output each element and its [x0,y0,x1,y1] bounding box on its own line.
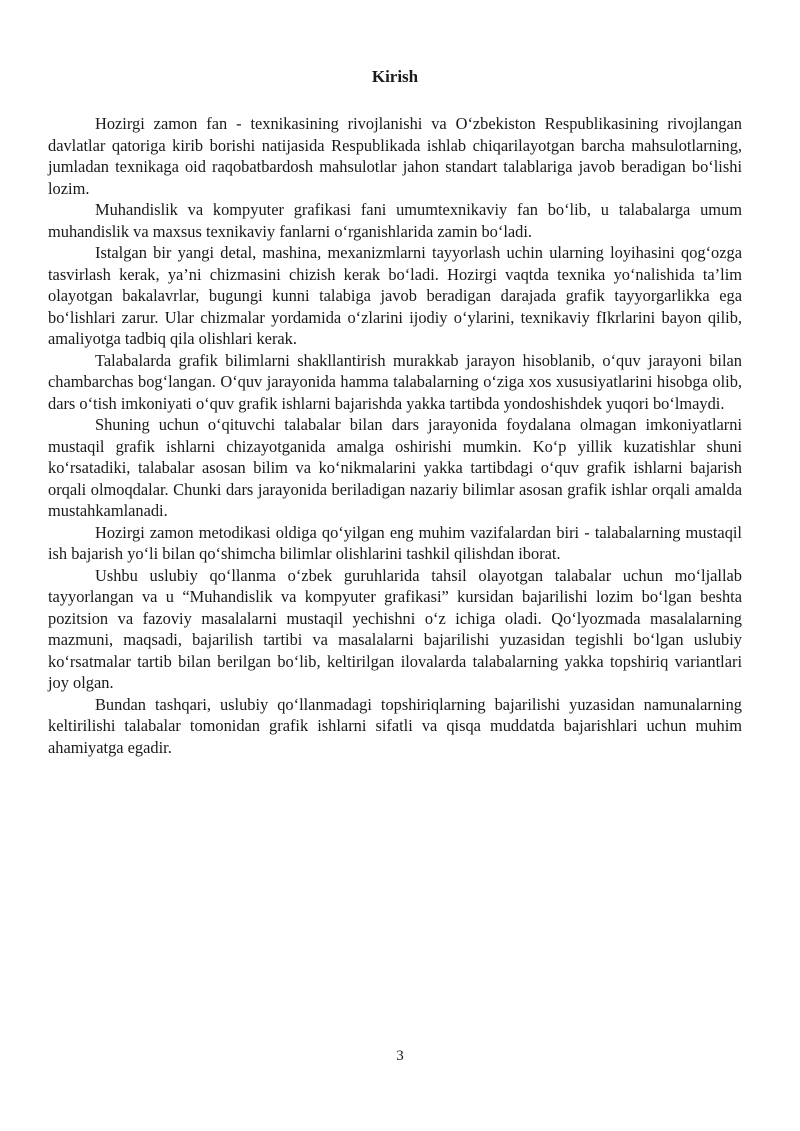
paragraph-7: Ushbu uslubiy qo‘llanma o‘zbek guruhlarida tahsil olayotgan talabalar uchun mo‘ljallab tayyorlangan va u “Muhandislik va kompyuter grafikasi” kursidan bajarilishi lozim bo‘lgan beshta pozitsion va fazoviy masalalarni mustaqil yechishni o‘z ichiga oladi. Qo‘lyozmada masalalarning mazmuni, maqsadi, bajarilish tartibi va masalalarni bajarilishi yuzasidan tegishli bo‘lgan uslubiy ko‘rsatmalar tartib bilan berilgan bo‘lib, keltirilgan ilovalarda talabalarning yakka topshiriq variantlari joy olgan. [48,565,742,692]
paragraph-6: Hozirgi zamon metodikasi oldiga qo‘yilgan eng muhim vazifalardan biri - talabalarning mustaqil ish bajarish yo‘li bilan qo‘shimcha bilimlar olishlarini tashkil qilishdan iborat. [48,522,742,563]
page-body [48,66,742,758]
page-number: 3 [396,1048,404,1064]
section-title: Kirish [371,67,419,86]
paragraph-2: Muhandislik va kompyuter grafikasi fani umumtexnikaviy fan bo‘lib, u talabalarga umum muhandislik va maxsus texnikaviy fanlarni o‘rganishlarida zamin bo‘ladi. [48,200,742,241]
paragraph-1: Hozirgi zamon fan - texnikasining rivojlanishi va O‘zbekiston Respublikasining rivojlangan davlatlar qatoriga kirib borishi natijasida Respublikada ishlab chiqarilayotgan barcha mahsulotlarning, jumladan texnikaga oid raqobatbardosh mahsulotlar jahon standart talablariga javob beradigan bo‘lishi lozim. [48,114,742,198]
paragraph-5: Shuning uchun o‘qituvchi talabalar bilan dars jarayonida foydalana olmagan imkoniyatlarni mustaqil grafik ishlarni chizayotganida amalga oshirishi mumkin. Ko‘p yillik kuzatishlar shuni ko‘rsatadiki, talabalar asosan bilim va ko‘nikmalarini yakka tartibdagi o‘quv grafik ishlarni bajarish orqali olmoqdalar. Chunki dars jarayonida beriladigan nazariy bilimlar asosan grafik ishlar orqali amalda mustahkamlanadi. [48,415,742,520]
paragraph-8: Bundan tashqari, uslubiy qo‘llanmadagi topshiriqlarning bajarilishi yuzasidan namunalarning keltirilishi talabalar tomonidan grafik ishlarni sifatli va qisqa muddatda bajarishlari uchun muhim ahamiyatga egadir. [48,694,742,757]
paragraph-4: Talabalarda grafik bilimlarni shakllantirish murakkab jarayon hisoblanib, o‘quv jarayoni bilan chambarchas bog‘langan. O‘quv jarayonida hamma talabalarning o‘ziga xos xususiyatlarini hisobga olib, dars o‘tish imkoniyati o‘quv grafik ishlarni bajarishda yakka tartibda yondoshishdek yuqori bo‘lmaydi. [48,350,742,413]
paragraph-3: Istalgan bir yangi detal, mashina, mexanizmlarni tayyorlash uchin ularning loyihasini qog‘ozga tasvirlash kerak, ya’ni chizmasini chizish kerak bo‘ladi. Hozirgi vaqtda texnika yo‘nalishida ta’lim olayotgan bakalavrlar, bugungi kunni talabiga javob beradigan darajada grafik tayyorgarlikka ega bo‘lishlari zarur. Ular chizmalar yordamida o‘zlarini ijodiy o‘ylarini, texnikaviy fIkrlarini bayon qilib, amaliyotga tadbiq qila olishlari kerak. [48,243,742,348]
